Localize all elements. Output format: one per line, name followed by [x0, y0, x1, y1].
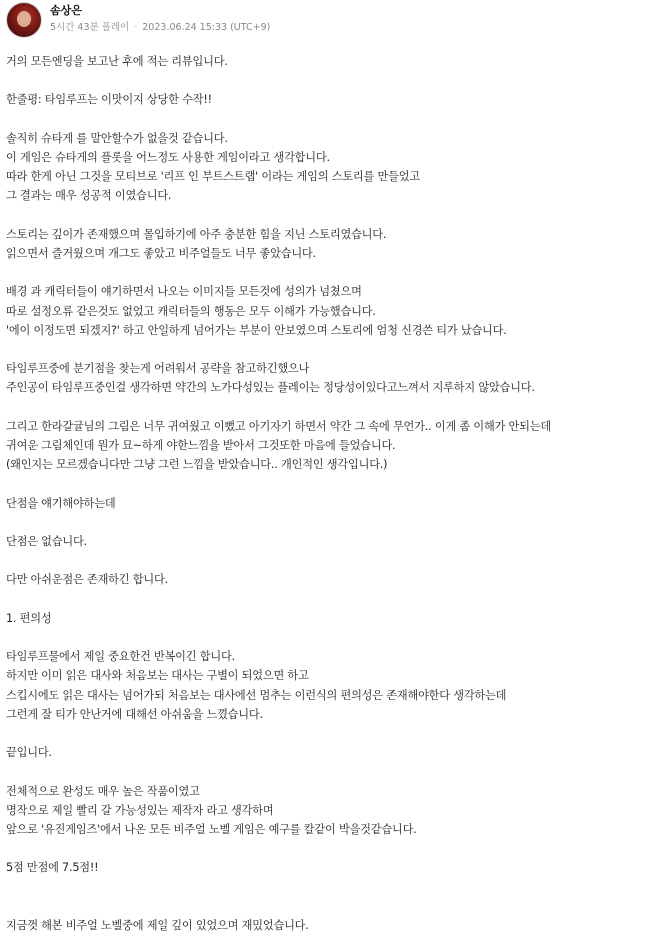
review-line: (왜인지는 모르겠습니다만 그냥 그런 느낌을 받았습니다.. 개인적인 생각입니다.) [6, 458, 388, 472]
review-line: 스토리는 깊이가 존재했으며 몰입하기에 아주 충분한 힘을 지닌 스토리였습니다. [6, 227, 387, 241]
review-line: 그리고 한라갈귤님의 그림은 너무 귀여웠고 이뻤고 아기자기 하면서 약간 그 속에 무언가.. 이게 좀 이해가 안되는데 [6, 419, 551, 433]
author-name[interactable]: 솜상은 [50, 4, 82, 17]
review-meta [50, 19, 270, 33]
review-header [0, 0, 656, 50]
review-line: 거의 모든엔딩을 보고난 후에 적는 리뷰입니다. [6, 55, 228, 68]
review-body [6, 52, 646, 935]
review-line: 솔직히 슈타게 를 말안할수가 없을것 같습니다. [6, 131, 228, 145]
review-score: 5점 만점에 7.5점!! [6, 861, 99, 875]
separator-dot: · [134, 22, 138, 33]
review-line: 그 결과는 매우 성공적 이였습니다. [6, 189, 172, 203]
playtime: 5시간 43분 플레이 [50, 22, 130, 33]
review-line: 이 게임은 슈타게의 플롯을 어느정도 사용한 게임이라고 생각합니다. [6, 150, 330, 164]
review-line: 주인공이 타임루프중인걸 생각하면 약간의 노가다성있는 플레이는 정당성이있다고느껴서 지루하지 않았습니다. [6, 381, 535, 395]
review-section-heading: 1. 편의성 [6, 611, 52, 625]
review-line: 그런게 잘 티가 안난거에 대해선 아쉬움을 느꼈습니다. [6, 707, 263, 721]
review-line: 스킵시에도 읽은 대사는 넘어가되 처음보는 대사에선 멈추는 이런식의 편의성은 존재해야한다 생각하는데 [6, 688, 507, 702]
review-line: 귀여운 그림체인데 뭔가 묘~하게 야한느낌을 받아서 그것또한 마음에 들었습니다. [6, 438, 396, 452]
review-line: 하지만 이미 읽은 대사와 처음보는 대사는 구별이 되었으면 하고 [6, 669, 309, 683]
review-line: 따로 설정오류 같은것도 없었고 캐릭터들의 행동은 모두 이해가 가능했습니다. [6, 304, 376, 318]
avatar[interactable] [6, 2, 42, 38]
review-line: 앞으로 '유진게임즈'에서 나온 모든 비주얼 노벨 게임은 예구를 칼같이 박을것같습니다. [6, 822, 417, 836]
review-line: 단점을 얘기해야하는데 [6, 496, 116, 510]
review-line: 타임루프중에 분기점을 찾는게 어려워서 공략을 참고하긴했으나 [6, 362, 310, 376]
review-line: 타임루프물에서 제일 중요한건 반복이긴 합니다. [6, 650, 235, 664]
review-line: 읽으면서 즐거웠으며 개그도 좋았고 비주얼들도 너무 좋았습니다. [6, 246, 316, 260]
review-line: 한줄평: 타임루프는 이맛이지 상당한 수작!! [6, 93, 212, 107]
review-line: 명작으로 제일 빨리 갈 가능성있는 제작자 라고 생각하며 [6, 803, 274, 817]
review-line: 전체적으로 완성도 매우 높은 작품이였고 [6, 784, 200, 798]
review-line: '에이 이정도면 되겠지?' 하고 안일하게 넘어가는 부분이 안보였으며 스토리에 엄청 신경쓴 티가 났습니다. [6, 323, 507, 337]
review-line: 지금껏 해본 비주얼 노벨중에 제일 깊이 있었으며 재밌었습니다. [6, 918, 309, 932]
review-line: 단점은 없습니다. [6, 534, 87, 548]
review-line: 배경 과 캐릭터들이 얘기하면서 나오는 이미지들 모든것에 성의가 넘쳤으며 [6, 285, 362, 299]
review-line: 따라 한게 아닌 그것을 모티브로 '리프 인 부트스트랩' 이라는 게임의 스토리를 만들었고 [6, 170, 420, 184]
review-datetime: 2023.06.24 15:33 (UTC+9) [142, 22, 271, 33]
review-line: 끝입니다. [6, 746, 52, 760]
review-line: 다만 아쉬운점은 존재하긴 합니다. [6, 573, 168, 587]
